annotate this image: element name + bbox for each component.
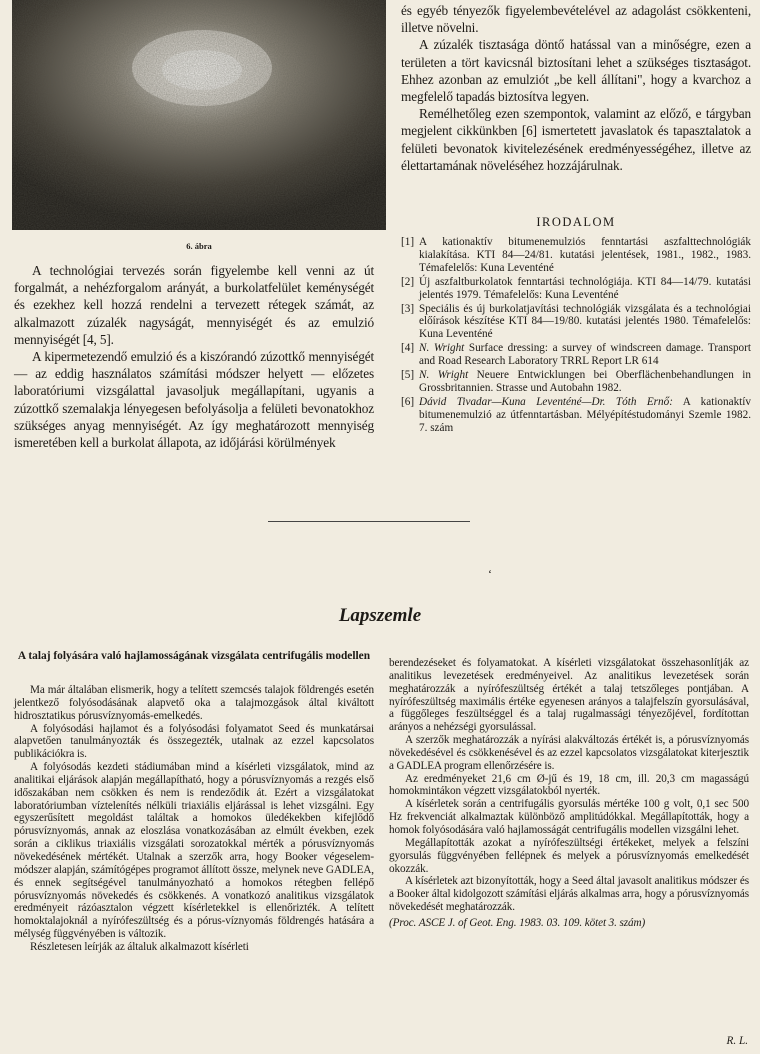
paragraph: A folyósodási hajlamot és a folyósodási folyamatot Seed és munkatársai alapvetően tanulmányozták és összegezték, utalnak az ezzel kapcsolatos publikációkra is. (14, 722, 374, 761)
reference-item (401, 342, 751, 368)
paragraph: Remélhetőleg ezen szempontok, valamint az előző, e tárgyban megjelent cikkünkben [6] ismertetett javaslatok és tapasztalatok a felületi bevonatok kivitelezésének eredményességéhez, illetve az élettartamának növeléséhez hozzájárulnak. (401, 106, 751, 173)
separator-mark: ʻ (488, 567, 492, 581)
reference-text: A kationaktív bitumenemulzió az útfenntartásban. Mélyépítéstudományi Szemle 1982. 7. szám (419, 395, 751, 434)
reference-item (401, 303, 751, 342)
reference-text: Új aszfaltburkolatok fenntartási technológiája. KTI 84—14/79. kutatási jelentés 1979. Témafelelős: Kuna Leventéné (419, 275, 751, 301)
paragraph: A kipermetezendő emulzió és a kiszórandó zúzottkő mennyiségét — az eddig használatos számítási módszer helyett — előzetes laboratóriumi vizsgálattal javasoljuk megállapítani, ugyanis a zúzottkő szemalakja lényegesen befolyásolja a felületi bevonatokhoz szükséges anyag mennyiségét. Az így meghatározott mennyiség ismeretében kell a burkolat állapota, az időjárási körülmények (14, 349, 374, 451)
section-divider (268, 521, 470, 522)
reference-body (419, 342, 751, 368)
reference-text: Surface dressing: a survey of windscreen damage. Transport and Road Research Laboratory TRRL Report LR 614 (419, 342, 751, 368)
paragraph: A kísérletek során a centrifugális gyorsulás mértéke 100 g volt, 0,1 sec 500 Hz frekvenciát alkalmaztak különböző amplitúdókkal. Megállapították, hogy a homok folyósodására való hajlamosságát centrifugális modellen vizsgálni lehet. (389, 798, 749, 836)
reference-text: A kationaktív bitumenemulziós fenntartási aszfalttechnológiák kialakítása. KTI 84—24/81. kutatási jelentések, 1981., 1982., 1983. Témafelelős: Kuna Leventéné (419, 236, 751, 274)
reference-text: Speciális és új burkolatjavítási technológiák vizsgálata és a technológiai előírások készítése KTI 84—19/80. kutatási jelentés 1980. Témafelelős: Kuna Leventéné (419, 302, 751, 341)
paragraph: A technológiai tervezés során figyelembe kell venni az út forgalmát, a nehézforgalom arányát, a burkolatfelület keménységét és ezekhez kell hozzá rendelni a tervezett rétegek számát, az alkalmazott zúzalék nagyságát, mennyiségét és az emulzió mennyiségét [4, 5]. (14, 263, 374, 347)
top-article-right-column (401, 2, 751, 174)
reference-author: Dávid Tivadar—Kuna Leventéné—Dr. Tóth Ernő: (419, 395, 673, 408)
reference-number: [5] (401, 369, 415, 382)
reference-number: [2] (401, 275, 415, 288)
reference-body (419, 369, 751, 395)
references-heading: IRODALOM (536, 215, 616, 229)
top-article-left-column (14, 262, 374, 451)
paragraph-continuation: és egyéb tényezők figyelembevételével az adagolást csökkenteni, illetve növelni. (401, 3, 751, 36)
reference-number: [1] (401, 236, 415, 248)
paragraph-continuation: berendezéseket és folyamatokat. A kísérleti vizsgálatokat összehasonlítják az analitikus levezetések eredményeivel. Az analitikus levezetések során meghatározzák a nyírófeszültség értékét a talaj tetszőleges pontjában. A nyírófeszültség maximális értéke egyenesen arányos a talajfelszín gyorsulásával, a függőleges feszültséggel és a talaj rugalmassági tényezőjével, fordítottan arányos a nehézségi gyorsulással. (389, 657, 749, 734)
review-right-column (389, 657, 749, 930)
review-title: A talaj folyására való hajlamosságának vizsgálata centrifugális modellen (17, 650, 371, 662)
reference-author: N. Wright (419, 342, 465, 355)
reference-author: N. Wright (419, 369, 469, 382)
figure-caption: 6. ábra (186, 241, 212, 251)
author-signature: R. L. (726, 1035, 748, 1047)
paragraph: A zúzalék tisztasága döntő hatással van a minőségre, ezen a területen a tört kavicsnál biztosítani lehet a szükséges tisztaságot. Ehhez azonban az emulziót „be kell állítani", hogy a kvarchoz a megfelelő tapadás biztosítva legyen. (401, 37, 751, 105)
section-title: Lapszemle (338, 605, 422, 626)
paragraph: A folyósodás kezdeti stádiumában mind a kísérleti vizsgálatok, mind az analitikai eljárások alapján megállapítható, hogy a pórusvíznyomás a rezgés első időszakában nem csökken és nem is rendeződik át. Ezért a vizsgálatokat laboratóriumban víztelenítés nélküli triaxiális eljárással is lehet vizsgálni. Egy egyszerűsített megoldást találtak a homokos üledékekben kifejlődő pórusvíznyomás, annak az eloszlása vonatkozásában az elmúlt években, ezek során a ciklikus triaxiális vizsgálati sorozatokkal mérték a pórusvíznyomás növekedésének mértékét. Utalnak a szerzők arra, hogy Booker végeselem-módszer alapján, számítógépes programot állított össze, melynek neve GADLEA, és ennek segítségével tanulmányozható a homokos rétegben fellépő pórusvíznyomás növekedés és csökkenés. A vonatkozó analitikus vizsgálatok eredményeit rázóasztalon végzett kísérletekkel is ellenőrizték. A telített homoktalajoknál a nyírófeszültség és a pórus-víznyomás földrengés hatására a mélység függvényében is változik. (14, 761, 374, 941)
reference-number: [4] (401, 342, 415, 355)
reference-item (401, 369, 751, 395)
paragraph: Az eredményeket 21,6 cm Ø-jű és 19, 18 cm, ill. 20,3 cm magasságú homokmintákon végzett vizsgálatokból nyerték. (389, 772, 749, 798)
paragraph: A szerzők meghatározzák a nyírási alakváltozás értékét is, a pórusvíznyomás növekedésével és csökkenésével és az ezzel kapcsolatos vizsgálatokat kiterjesztik a GADLEA program ellenőrzésére is. (389, 734, 749, 772)
reference-item (401, 276, 751, 302)
reference-text: Neuere Entwicklungen bei Oberflächenbehandlungen in Grossbritannien. Strasse und Autobahn 1982. (419, 369, 752, 394)
reference-list (401, 236, 751, 436)
figure-photo (12, 0, 386, 230)
reference-body (419, 396, 751, 435)
paragraph: Részletesen leírják az általuk alkalmazott kísérleti (30, 940, 249, 953)
source-citation: (Proc. ASCE J. of Geot. Eng. 1983. 03. 109. kötet 3. szám) (389, 916, 646, 929)
paragraph: Megállapították azokat a nyírófeszültségi értékeket, melyek a felszíni gyorsulás függvényében fellépnek és melyek a pórusvíznyomás emelkedését okozzák. (389, 836, 749, 875)
review-left-column (14, 684, 374, 954)
paragraph: Ma már általában elismerik, hogy a telített szemcsés talajok földrengés esetén jelentkező folyósodásának alapvető oka a talajmozgások által kiváltott hidrosztatikus pórusvíznyomás-emelkedés. (14, 684, 374, 722)
reference-item (401, 396, 751, 435)
reference-number: [3] (401, 302, 415, 315)
paragraph: A kísérletek azt bizonyították, hogy a Seed által javasolt analitikus módszer és a Booker által kidolgozott számítási eljárás alkalmas arra, hogy a pórusvíznyomás növekedését meghatározzák. (389, 875, 749, 914)
reference-item (401, 236, 751, 275)
reference-number: [6] (401, 395, 415, 408)
